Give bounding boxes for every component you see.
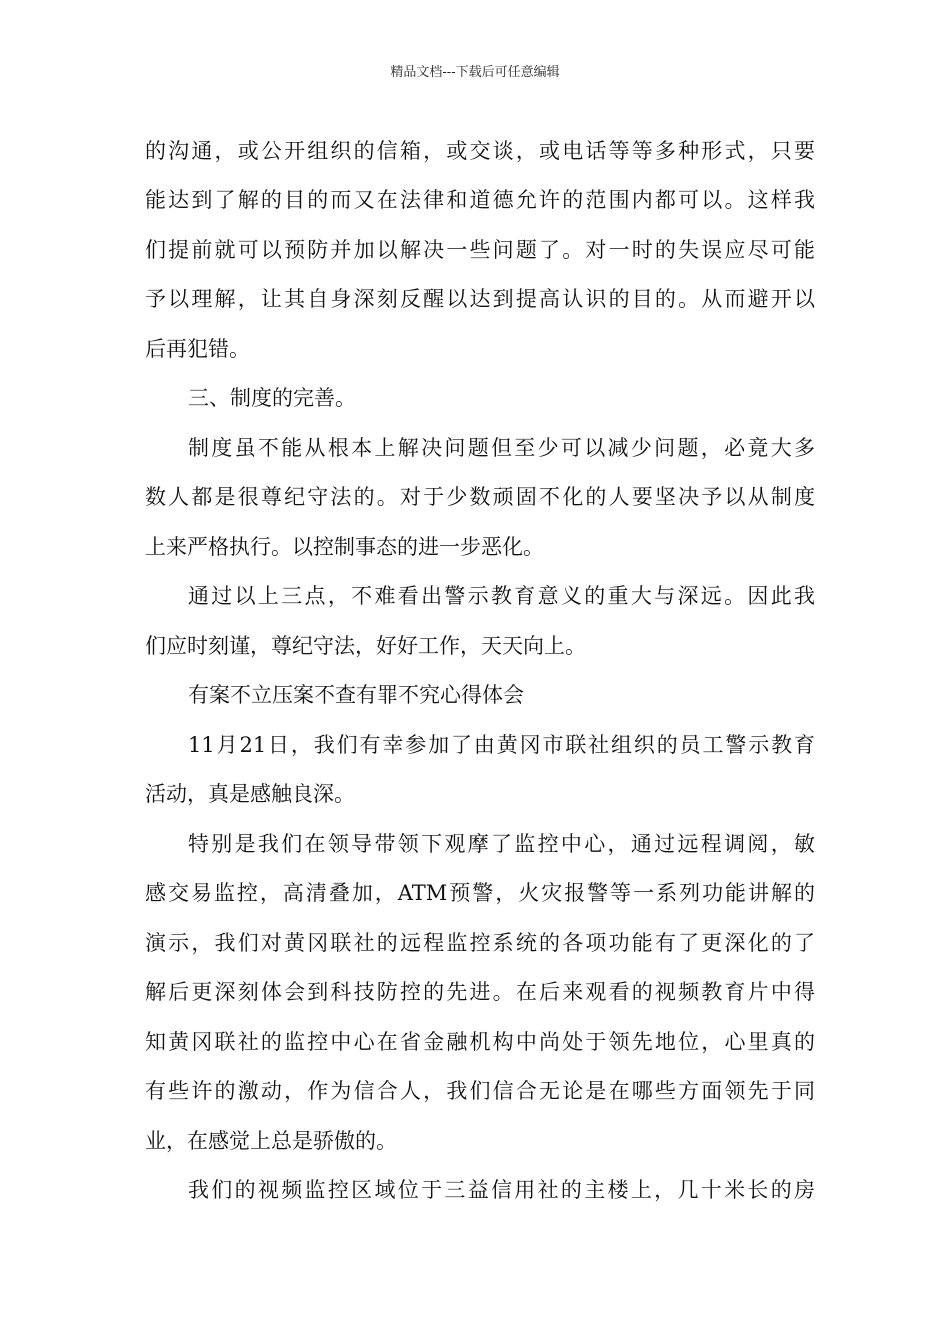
article-title: 有案不立压案不查有罪不究心得体会 xyxy=(188,683,524,707)
text-line: 予以理解，让其自身深刻反醒以达到提高认识的目的。从而避开以 xyxy=(145,287,815,311)
text-line: 数人都是很尊纪守法的。对于少数顽固不化的人要坚决予以从制度 xyxy=(145,485,815,509)
section-heading: 三、制度的完善。 xyxy=(188,386,356,410)
text-line: 上来严格执行。以控制事态的进一步恶化。 xyxy=(145,535,544,559)
text-line: 特别是我们在领导带领下观摩了监控中心，通过远程调阅，敏 xyxy=(188,832,815,856)
text-line: 业，在感觉上总是骄傲的。 xyxy=(145,1129,397,1153)
text-line: 的沟通，或公开组织的信箱，或交谈，或电话等等多种形式，只要 xyxy=(145,139,815,163)
text-line: 感交易监控，高清叠加，ATM预警，火灾报警等一系列功能讲解的 xyxy=(145,881,815,905)
text-line: 11月21日，我们有幸参加了由黄冈市联社组织的员工警示教育 xyxy=(188,733,815,757)
text-line: 演示，我们对黄冈联社的远程监控系统的各项功能有了更深化的了 xyxy=(145,931,815,955)
text-line: 能达到了解的目的而又在法律和道德允许的范围内都可以。这样我 xyxy=(145,188,815,212)
text-line: 知黄冈联社的监控中心在省金融机构中尚处于领先地位，心里真的 xyxy=(145,1030,815,1054)
text-line: 通过以上三点，不难看出警示教育意义的重大与深远。因此我 xyxy=(188,584,815,608)
text-line: 我们的视频监控区域位于三益信用社的主楼上，几十米长的房 xyxy=(188,1178,815,1202)
text-line: 们提前就可以预防并加以解决一些问题了。对一时的失误应尽可能 xyxy=(145,238,815,262)
text-line: 后再犯错。 xyxy=(145,337,250,361)
text-line: 制度虽不能从根本上解决问题但至少可以减少问题，必竟大多 xyxy=(188,436,815,460)
text-line: 有些许的激动，作为信合人，我们信合无论是在哪些方面领先于同 xyxy=(145,1079,815,1103)
text-line: 们应时刻谨，尊纪守法，好好工作，天天向上。 xyxy=(145,634,586,658)
text-line: 活动，真是感触良深。 xyxy=(145,782,355,806)
page-header: 精品文档---下载后可任意编辑 xyxy=(390,65,560,80)
text-line: 解后更深刻体会到科技防控的先进。在后来观看的视频教育片中得 xyxy=(145,980,815,1004)
